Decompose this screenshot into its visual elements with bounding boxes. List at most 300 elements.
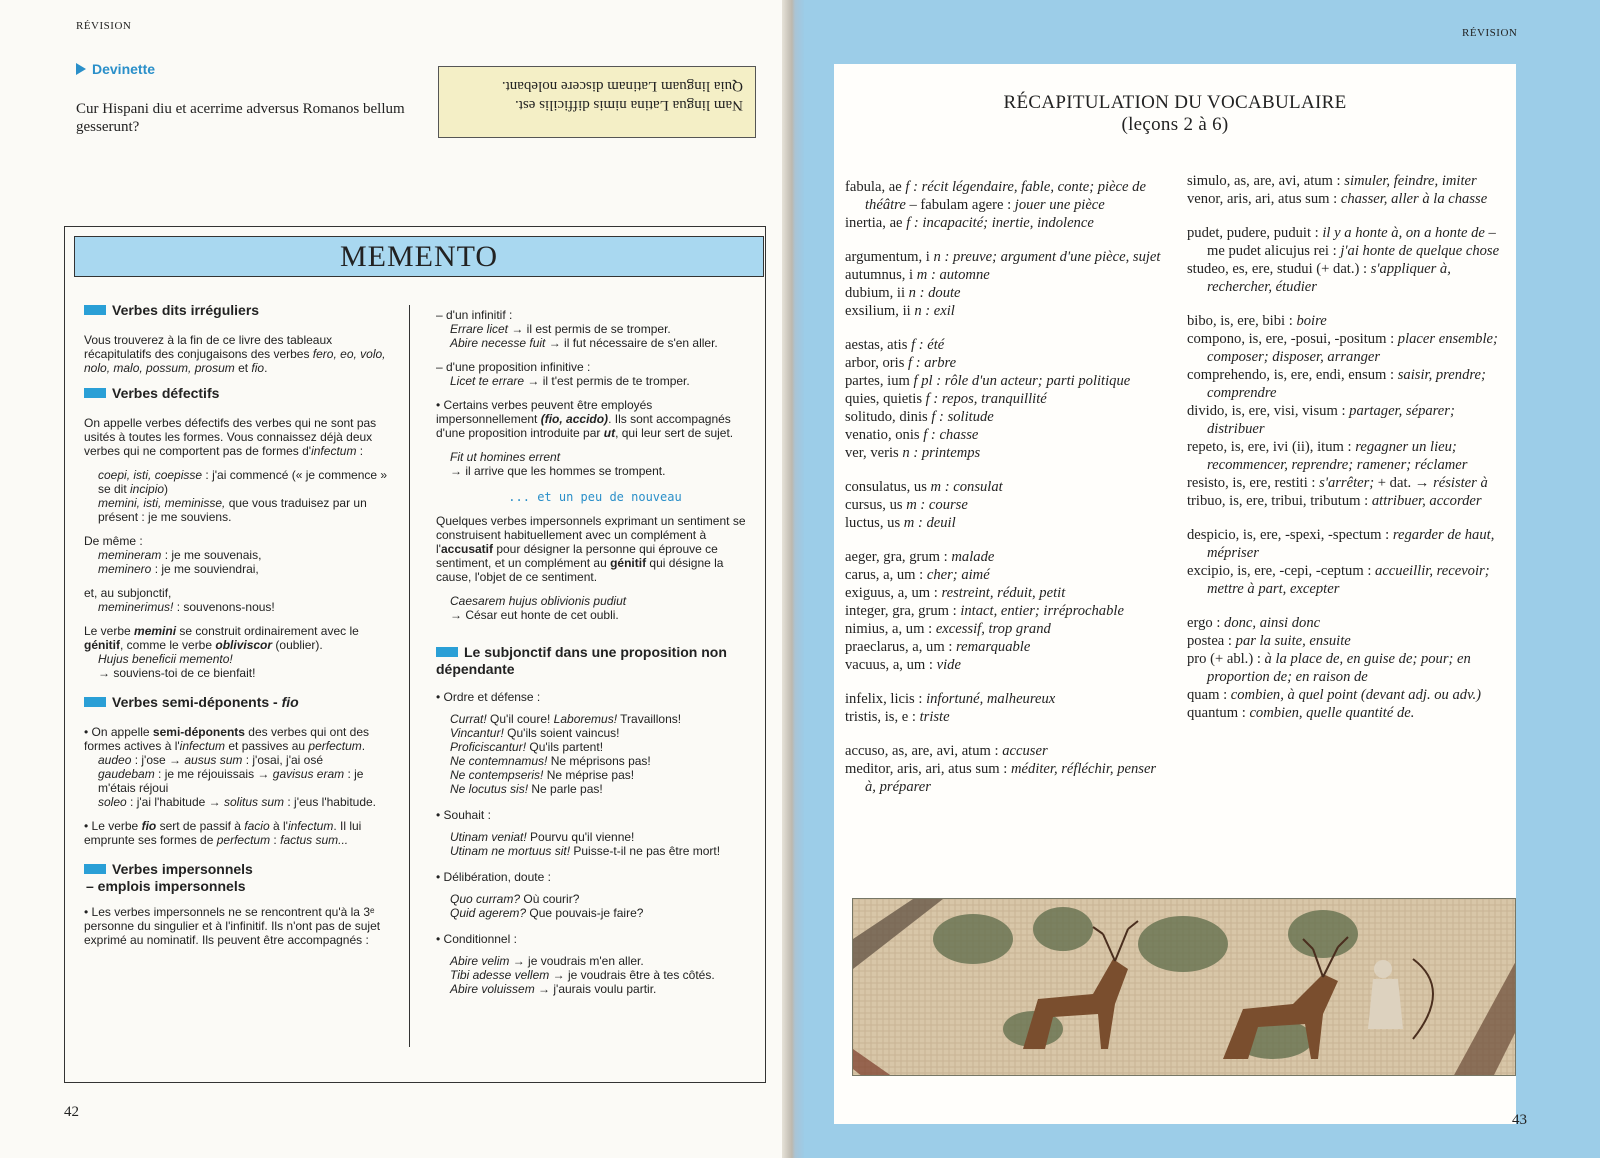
- entry-lemma: comprehendo, is, ere, endi, ensum :: [1187, 367, 1398, 383]
- text: • Délibération, doute :: [436, 870, 551, 884]
- vocabulary-entry: [1187, 330, 1509, 366]
- vocabulary-entry: [845, 514, 1165, 532]
- blue-bar-icon: [84, 864, 106, 874]
- text: Ne méprise pas!: [543, 768, 635, 782]
- entry-gloss: vide: [936, 657, 961, 673]
- entry-lemma: quies, quietis: [845, 391, 926, 407]
- entry-gloss: f : chasse: [923, 427, 979, 443]
- entry-lemma: consulatus, us: [845, 479, 931, 495]
- entry-lemma: exiguus, a, um :: [845, 585, 942, 601]
- heading-text: Verbes dits irréguliers: [112, 302, 260, 318]
- vocabulary-entry: [845, 690, 1165, 708]
- entry-gloss: n : preuve; argument d'une pièce, sujet: [933, 249, 1161, 265]
- entry-gloss: infortuné, malheureux: [926, 691, 1056, 707]
- entry-lemma: vacuus, a, um :: [845, 657, 937, 673]
- entry-gloss: m : automne: [916, 267, 990, 283]
- text: Quelques verbes impersonnels exprimant un sentiment se construisent habituellement avec un complément à l': [436, 514, 746, 556]
- heading-text: Verbes semi-déponents -: [112, 694, 282, 710]
- example: [84, 795, 396, 809]
- entry-lemma: quam :: [1187, 687, 1231, 703]
- text: ausus sum: [184, 753, 243, 767]
- entry-lemma: quantum :: [1187, 705, 1250, 721]
- entry-gloss: n : printemps: [902, 445, 981, 461]
- riddle-answer-box: [438, 66, 756, 138]
- text: Qu'ils soient vaincus!: [503, 726, 620, 740]
- text: , qui leur sert de sujet.: [615, 426, 734, 440]
- entry-gloss: m : deuil: [903, 515, 956, 531]
- entry-lemma: resisto, is, ere, restiti :: [1187, 475, 1320, 491]
- paragraph: [436, 398, 754, 440]
- upside-down-answer: [451, 76, 743, 114]
- entry-lemma: inertia, ae: [845, 215, 907, 231]
- text: : j'ose →: [131, 753, 185, 767]
- text: • Souhait :: [436, 808, 491, 822]
- text: fio: [251, 361, 265, 375]
- memento-column-1: [84, 302, 396, 947]
- entry-lemma: fabula, ae: [845, 179, 906, 195]
- page-number-left: 42: [64, 1104, 79, 1120]
- entry-lemma: meditor, aris, ari, atus sum :: [845, 761, 1011, 777]
- text: gaudebam: [98, 767, 155, 781]
- entry-gloss: il y a honte à, on a honte de: [1322, 225, 1485, 241]
- entry-lemma: carus, a, um :: [845, 567, 927, 583]
- entry-lemma: argumentum, i: [845, 249, 934, 265]
- entry-lemma: aeger, gra, grum :: [845, 549, 952, 565]
- vocabulary-entry: [1187, 632, 1509, 650]
- text: • On appelle: [84, 725, 153, 739]
- vocabulary-entry: [845, 584, 1165, 602]
- vocabulary-entry: [1187, 224, 1509, 260]
- blue-bar-icon: [436, 647, 458, 657]
- text: : j'osai, j'ai osé: [242, 753, 324, 767]
- text: Travaillons!: [617, 712, 682, 726]
- text: , comme le verbe: [120, 638, 216, 652]
- example: [436, 740, 754, 754]
- vocabulary-entry: [845, 266, 1165, 284]
- paragraph: [84, 416, 396, 458]
- example: → César eut honte de cet oubli.: [450, 608, 619, 622]
- example: → souviens-toi de ce bienfait!: [98, 666, 256, 680]
- vocabulary-entry: [1187, 312, 1509, 330]
- text: Ne parle pas!: [528, 782, 603, 796]
- text: Vincantur!: [450, 726, 504, 740]
- text: → il t'est permis de te tromper.: [524, 374, 690, 388]
- entry-lemma: autumnus, i: [845, 267, 917, 283]
- text: → j'aurais voulu partir.: [534, 982, 657, 996]
- text: : je me réjouissais →: [154, 767, 273, 781]
- vocabulary-entry: [845, 566, 1165, 584]
- text: infectum: [287, 819, 334, 833]
- vocabulary-column-left: [845, 178, 1165, 796]
- entry-extra-it: j'ai honte de quelque chose: [1340, 243, 1500, 259]
- text: memineram: [98, 548, 162, 562]
- vocabulary-entry: [1187, 614, 1509, 632]
- entry-gloss: excessif, trop grand: [935, 621, 1051, 637]
- text: → il fut nécessaire de s'en aller.: [545, 336, 718, 350]
- text: perfectum: [308, 739, 362, 753]
- example: [436, 906, 754, 920]
- entry-lemma: aestas, atis: [845, 337, 912, 353]
- vocabulary-entry: [1187, 704, 1509, 722]
- entry-gloss: n : exil: [914, 303, 955, 319]
- text: que vous traduisez par un présent : je me souviens.: [98, 496, 367, 524]
- example: Fit ut homines errent: [450, 450, 561, 464]
- mosaic-illustration: [853, 899, 1516, 1076]
- entry-spacer: [1187, 510, 1509, 526]
- vocabulary-entry: [1187, 474, 1509, 492]
- entry-gloss: combien, quelle quantité de.: [1249, 705, 1415, 721]
- example: → il arrive que les hommes se trompent.: [450, 464, 666, 478]
- text: Vous trouverez à la fin de ce livre des tableaux récapitulatifs des conjugaisons des verbes: [84, 333, 333, 361]
- entry-lemma: repeto, is, ere, ivi (ii), itum :: [1187, 439, 1356, 455]
- vocabulary-entry: [845, 708, 1165, 726]
- paragraph: [84, 725, 396, 753]
- entry-spacer: [1187, 598, 1509, 614]
- hunting-mosaic-image: [852, 898, 1516, 1076]
- text: (oublier).: [272, 638, 323, 652]
- entry-lemma: nimius, a, um :: [845, 621, 936, 637]
- answer-line: Nam lingua Latina nimis difficilis est.: [514, 97, 743, 113]
- vocabulary-entry: [845, 742, 1165, 760]
- entry-lemma: exsilium, ii: [845, 303, 915, 319]
- column-divider: [409, 305, 410, 1047]
- entry-gloss: triste: [919, 709, 950, 725]
- vocabulary-entry: [845, 302, 1165, 320]
- text: fero, eo, volo, nolo, malo, possum, prosum: [84, 347, 386, 375]
- text: . Ils sont accompagnés d'une proposition introduite par: [436, 412, 731, 440]
- entry-lemma: infelix, licis :: [845, 691, 927, 707]
- text: .: [264, 361, 268, 375]
- text: factus sum...: [280, 833, 349, 847]
- entry-lemma: studeo, es, ere, studui (+ dat.) :: [1187, 261, 1371, 277]
- entry-gloss: intact, entier; irréprochable: [960, 603, 1124, 619]
- text: On appelle verbes défectifs des verbes qui ne sont pas usités à toutes les formes. Vous connaissez déjà deux verbes qui ne comportent pas de formes d': [84, 416, 377, 458]
- example: Hujus beneficii memento!: [98, 652, 233, 666]
- entry-gloss: f pl : rôle d'un acteur; parti politique: [913, 373, 1131, 389]
- entry-lemma: ergo :: [1187, 615, 1225, 631]
- riddle-heading-label: Devinette: [92, 61, 156, 77]
- entry-gloss: s'appliquer à, rechercher, étudier: [1207, 261, 1451, 295]
- subtitle-line: (leçons 2 à 6): [1121, 114, 1229, 135]
- text: → il est permis de se tromper.: [508, 322, 671, 336]
- section-heading: [84, 861, 396, 895]
- text: ut: [603, 426, 616, 440]
- entry-lemma: partes, ium: [845, 373, 914, 389]
- vocabulary-entry: [1187, 438, 1509, 474]
- entry-gloss: chasser, aller à la chasse: [1340, 191, 1488, 207]
- text: solitus sum: [224, 795, 285, 809]
- text: obliviscor: [215, 638, 273, 652]
- entry-lemma: pro (+ abl.) :: [1187, 651, 1265, 667]
- text: Qu'ils partent!: [526, 740, 604, 754]
- text: perfectum: [216, 833, 271, 847]
- entry-gloss: à la place de, en guise de; pour; en proportion de; en raison de: [1207, 651, 1471, 685]
- text: Puisse-t-il ne pas être mort!: [570, 844, 721, 858]
- text: fio: [141, 819, 157, 833]
- entry-lemma: cursus, us: [845, 497, 907, 513]
- triangle-bullet-icon: [76, 63, 86, 75]
- text: : je m'étais réjoui: [98, 767, 364, 795]
- text: Ne méprisons pas!: [547, 754, 651, 768]
- entry-lemma: tribuo, is, ere, tribui, tributum :: [1187, 493, 1372, 509]
- example: [84, 562, 396, 576]
- memento-title: MEMENTO: [74, 236, 764, 277]
- example: [436, 844, 754, 858]
- entry-gloss: f : solitude: [931, 409, 994, 425]
- heading-text: fio: [281, 694, 299, 710]
- text: Errare licet: [450, 322, 509, 336]
- entry-spacer: [1187, 208, 1509, 224]
- vocabulary-entry: [845, 444, 1165, 462]
- entry-lemma: luctus, us: [845, 515, 904, 531]
- entry-gloss: méditer, réfléchir, penser à, préparer: [865, 761, 1157, 795]
- example: [84, 548, 396, 562]
- vocabulary-entry: [1187, 190, 1509, 208]
- vocabulary-entry: [845, 284, 1165, 302]
- heading-text: Verbes défectifs: [112, 385, 220, 401]
- entry-gloss: malade: [951, 549, 995, 565]
- text: Tibi adesse vellem: [450, 968, 550, 982]
- text: et: [234, 361, 252, 375]
- vocabulary-entry: [845, 602, 1165, 620]
- entry-gloss: s'arrêter;: [1319, 475, 1375, 491]
- entry-spacer: [845, 232, 1165, 248]
- text: Utinam ne mortuus sit!: [450, 844, 571, 858]
- text: Qu'il coure!: [486, 712, 554, 726]
- blue-bar-icon: [84, 388, 106, 398]
- entry-gloss: restreint, réduit, petit: [941, 585, 1066, 601]
- text: : j'eus l'habitude.: [284, 795, 377, 809]
- example: [84, 767, 396, 795]
- text: De même :: [84, 534, 143, 548]
- text: sert de passif à: [156, 819, 245, 833]
- vocabulary-entry: [845, 336, 1165, 354]
- entry-gloss: accuser: [1002, 743, 1048, 759]
- paragraph: [84, 624, 396, 652]
- vocabulary-entry: [845, 656, 1165, 674]
- example: [436, 374, 754, 388]
- text: gavisus eram: [272, 767, 345, 781]
- riddle-question: Cur Hispani diu et acerrime adversus Romanos bellum gesserunt?: [76, 101, 405, 135]
- text: infectum: [179, 739, 226, 753]
- text: Que pouvais-je faire?: [526, 906, 644, 920]
- example: [436, 336, 754, 350]
- entry-lemma: solitudo, dinis: [845, 409, 932, 425]
- subsection-heading: ... et un peu de nouveau: [508, 490, 682, 504]
- vocabulary-entry: [1187, 366, 1509, 402]
- entry-gloss: boire: [1296, 313, 1327, 329]
- heading-text: Le subjonctif dans une proposition non dépendante: [436, 644, 727, 677]
- entry-lemma: venatio, onis: [845, 427, 924, 443]
- heading-text: – emplois impersonnels: [86, 878, 246, 894]
- entry-gloss: f : récit légendaire, fable, conte; pièce de théâtre: [865, 179, 1146, 213]
- text: semi-déponents: [152, 725, 245, 739]
- vocabulary-entry: [845, 638, 1165, 656]
- text: accusatif: [440, 542, 493, 556]
- text: facio: [244, 819, 270, 833]
- text: Proficiscantur!: [450, 740, 527, 754]
- entry-extra-it: jouer une pièce: [1014, 197, 1105, 213]
- vocabulary-entry: [845, 372, 1165, 390]
- entry-gloss: regarder de haut, mépriser: [1207, 527, 1495, 561]
- text: : je me souviendrai,: [151, 562, 259, 576]
- vocabulary-entry: [1187, 650, 1509, 686]
- vocabulary-entry: [1187, 526, 1509, 562]
- vocabulary-entry: [1187, 492, 1509, 510]
- text: Abire voluissem: [450, 982, 535, 996]
- example: [436, 768, 754, 782]
- text: . Il lui emprunte ses formes de: [84, 819, 362, 847]
- section-heading: [84, 302, 396, 319]
- text: Abire velim: [450, 954, 510, 968]
- entry-gloss: combien, à quel point (devant adj. ou adv.): [1230, 687, 1481, 703]
- text: infectum: [311, 444, 357, 458]
- text: memini, isti, meminisse,: [98, 496, 226, 510]
- example: [436, 322, 754, 336]
- vocabulary-entry: [845, 248, 1165, 266]
- entry-lemma: ver, veris: [845, 445, 903, 461]
- page-number-right: 43: [1512, 1112, 1527, 1128]
- text: coepi, isti, coepisse: [98, 468, 203, 482]
- text: (fio, accido): [540, 412, 609, 426]
- text: – d'un infinitif :: [436, 308, 513, 322]
- entry-extra: + dat. →: [1374, 475, 1434, 491]
- section-heading: [436, 644, 754, 678]
- text: Quid agerem?: [450, 906, 527, 920]
- vocabulary-title: [834, 92, 1516, 136]
- text: memini: [134, 624, 177, 638]
- example: [436, 968, 754, 982]
- text: • Le verbe: [84, 819, 142, 833]
- entry-spacer: [845, 532, 1165, 548]
- blue-bar-icon: [84, 697, 106, 707]
- paragraph: • Les verbes impersonnels ne se rencontrent qu'à la 3ᵉ personne du singulier et à l'infinitif. Ils n'ont pas de sujet exprimé au nominatif. Ils peuvent être accompagnés :: [84, 905, 381, 947]
- vocabulary-entry: [845, 178, 1165, 214]
- text: Quo curram?: [450, 892, 521, 906]
- text: .: [361, 739, 366, 753]
- entry-lemma: dubium, ii: [845, 285, 909, 301]
- vocabulary-entry: [845, 390, 1165, 408]
- example: [436, 830, 754, 844]
- example: [84, 496, 396, 524]
- entry-gloss: partager, séparer; distribuer: [1207, 403, 1455, 437]
- entry-lemma: compono, is, ere, -posui, -positum :: [1187, 331, 1398, 347]
- text: • Ordre et défense :: [436, 690, 541, 704]
- text: et passives au: [225, 739, 309, 753]
- entry-gloss: remarquable: [956, 639, 1031, 655]
- entry-lemma: venor, aris, ari, atus sum :: [1187, 191, 1341, 207]
- entry-gloss: f : été: [911, 337, 945, 353]
- entry-lemma: accuso, as, are, avi, atum :: [845, 743, 1003, 759]
- entry-lemma: praeclarus, a, um :: [845, 639, 957, 655]
- example: [84, 753, 396, 767]
- entry-gloss: n : doute: [908, 285, 961, 301]
- entry-lemma: integer, gra, grum :: [845, 603, 961, 619]
- riddle-heading: [76, 61, 155, 77]
- entry-gloss: cher; aimé: [926, 567, 990, 583]
- vocabulary-entry: [845, 620, 1165, 638]
- vocabulary-entry: [845, 426, 1165, 444]
- entry-gloss: m : consulat: [930, 479, 1003, 495]
- entry-gloss: m : course: [906, 497, 968, 513]
- vocabulary-entry: [845, 496, 1165, 514]
- example: [436, 982, 754, 996]
- text: Ne locutus sis!: [450, 782, 529, 796]
- entry-lemma: postea :: [1187, 633, 1236, 649]
- heading-text: Verbes impersonnels: [112, 861, 253, 877]
- text: – d'une proposition infinitive :: [436, 360, 591, 374]
- running-head-right: RÉVISION: [1462, 27, 1518, 39]
- vocabulary-entry: [845, 760, 1165, 796]
- text: Ne contempseris!: [450, 768, 544, 782]
- answer-line: Quia linguam Latinam discere nolebant.: [501, 78, 743, 94]
- entry-lemma: bibo, is, ere, bibi :: [1187, 313, 1297, 329]
- example: [436, 754, 754, 768]
- example: [436, 726, 754, 740]
- text: : j'ai commencé (« je commence » se dit: [98, 468, 388, 496]
- example: [84, 468, 396, 496]
- vocabulary-entry: [845, 214, 1165, 232]
- entry-lemma: divido, is, ere, visi, visum :: [1187, 403, 1350, 419]
- entry-spacer: [1187, 296, 1509, 312]
- text: génitif: [610, 556, 647, 570]
- text: Licet te errare: [450, 374, 525, 388]
- text: Le verbe: [84, 624, 135, 638]
- entry-gloss: f : incapacité; inertie, indolence: [906, 215, 1094, 231]
- text: meminerimus!: [98, 600, 174, 614]
- entry-lemma: arbor, oris: [845, 355, 909, 371]
- memento-column-2: [436, 308, 754, 996]
- example: [436, 782, 754, 796]
- vocabulary-entry: [845, 354, 1165, 372]
- book-gutter: [782, 0, 804, 1158]
- text: Currat!: [450, 712, 487, 726]
- text: ): [164, 482, 169, 496]
- vocabulary-entry: [1187, 402, 1509, 438]
- entry-gloss: regagner un lieu; recommencer, reprendre; ramener; réclamer: [1207, 439, 1468, 473]
- vocabulary-entry: [845, 408, 1165, 426]
- entry-extra: – fabulam agere :: [905, 197, 1015, 213]
- vocabulary-column-right: [1187, 172, 1509, 722]
- entry-lemma: tristis, is, e :: [845, 709, 920, 725]
- entry-gloss: saisir, prendre; comprendre: [1207, 367, 1486, 401]
- text: : j'ai l'habitude →: [126, 795, 224, 809]
- entry-spacer: [845, 726, 1165, 742]
- text: Où courir?: [520, 892, 580, 906]
- example: [436, 954, 754, 968]
- text: pour désigner la personne qui éprouve ce sentiment, et un complément au: [436, 542, 718, 570]
- text: se construit ordinairement avec le: [176, 624, 359, 638]
- entry-gloss: donc, ainsi donc: [1224, 615, 1321, 631]
- text: :: [356, 444, 364, 458]
- entry-gloss: attribuer, accorder: [1371, 493, 1482, 509]
- text: → je voudrais être à tes côtés.: [549, 968, 715, 982]
- text: génitif: [84, 638, 120, 652]
- entry-lemma: pudet, pudere, puduit :: [1187, 225, 1323, 241]
- section-heading: [84, 694, 396, 711]
- text: Pourvu qu'il vienne!: [526, 830, 635, 844]
- text: Utinam veniat!: [450, 830, 527, 844]
- example: [84, 600, 396, 614]
- text: soleo: [98, 795, 127, 809]
- text: audeo: [98, 753, 132, 767]
- entry-gloss: par la suite, ensuite: [1235, 633, 1351, 649]
- example: Caesarem hujus oblivionis pudiut: [450, 594, 627, 608]
- entry-lemma: simulo, as, are, avi, atum :: [1187, 173, 1345, 189]
- entry-spacer: [845, 462, 1165, 478]
- text: : je me souvenais,: [161, 548, 262, 562]
- text: :: [270, 833, 281, 847]
